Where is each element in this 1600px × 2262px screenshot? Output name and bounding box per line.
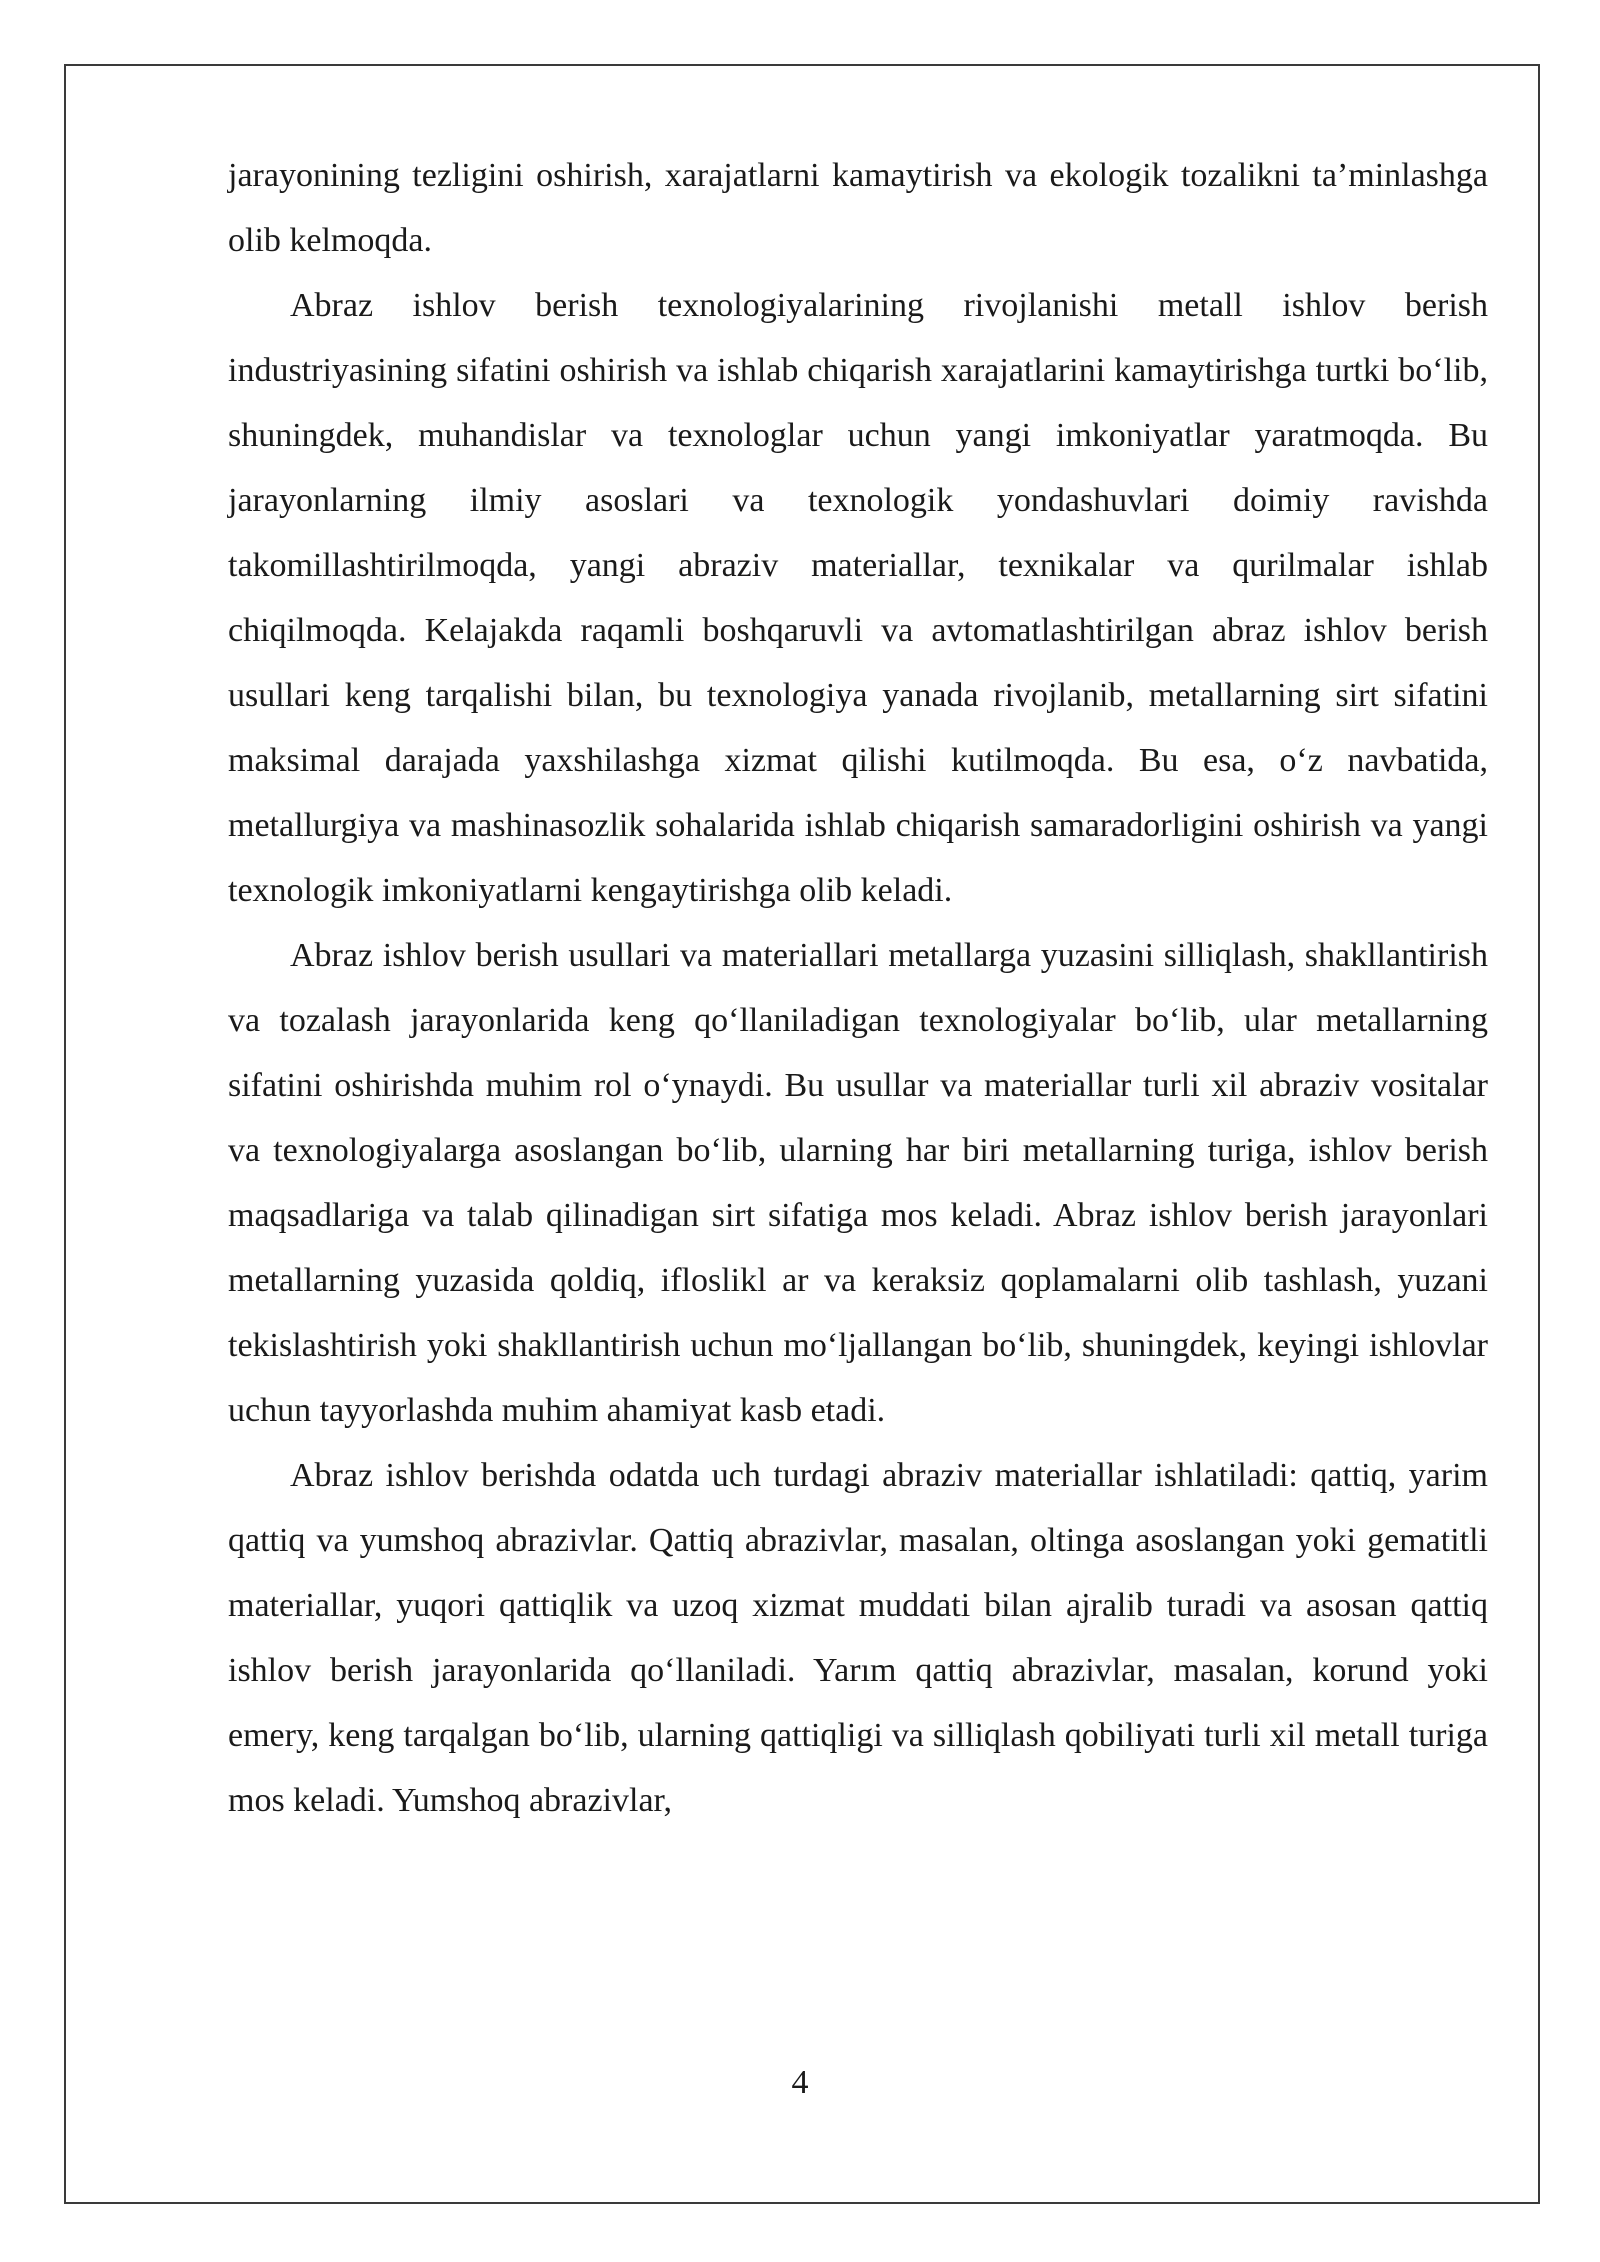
paragraph-continuation: jarayonining tezligini oshirish, xarajatlarni kamaytirish va ekologik tozalikni ta’minlashga olib kelmoqda. xyxy=(228,157,1488,259)
paragraph: Abraz ishlov berish usullari va materiallari metallarga yuzasini silliqlash, shakllantirish va tozalash jarayonlarida keng qo‘llaniladigan texnologiyalar bo‘lib, ular metallarning sifatini oshirishda muhim rol o‘ynaydi. Bu usullar va materiallar turli xil abraziv vositalar va texnologiyalarga asoslangan bo‘lib, ularning har biri metallarning turiga, ishlov berish maqsadlariga va talab qilinadigan sirt sifatiga mos keladi. Abraz ishlov berish jarayonlari metallarning yuzasida qoldiq, ifloslikl ar va keraksiz qoplamalarni olib tashlash, yuzani tekislashtirish yoki shakllantirish uchun mo‘ljallangan bo‘lib, shuningdek, keyingi ishlovlar uchun tayyorlashda muhim ahamiyat kasb etadi. xyxy=(228,937,1488,1429)
paragraph: Abraz ishlov berish texnologiyalarining rivojlanishi metall ishlov berish industriyasining sifatini oshirish va ishlab chiqarish xarajatlarini kamaytirishga turtki bo‘lib, shuningdek, muhandislar va texnologlar uchun yangi imkoniyatlar yaratmoqda. Bu jarayonlarning ilmiy asoslari va texnologik yondashuvlari doimiy ravishda takomillashtirilmoqda, yangi abraziv materiallar, texnikalar va qurilmalar ishlab chiqilmoqda. Kelajakda raqamli boshqaruvli va avtomatlashtirilgan abraz ishlov berish usullari keng tarqalishi bilan, bu texnologiya yanada rivojlanib, metallarning sirt sifatini maksimal darajada yaxshilashga xizmat qilishi kutilmoqda. Bu esa, o‘z navbatida, metallurgiya va mashinasozlik sohalarida ishlab chiqarish samaradorligini oshirish va yangi texnologik imkoniyatlarni kengaytirishga olib keladi. xyxy=(228,287,1488,909)
document-body xyxy=(228,143,1488,1833)
paragraph: Abraz ishlov berishda odatda uch turdagi abraziv materiallar ishlatiladi: qattiq, yarim qattiq va yumshoq abrazivlar. Qattiq abrazivlar, masalan, oltinga asoslangan yoki gematitli materiallar, yuqori qattiqlik va uzoq xizmat muddati bilan ajralib turadi va asosan qattiq ishlov berish jarayonlarida qo‘llaniladi. Yarım qattiq abrazivlar, masalan, korund yoki emery, keng tarqalgan bo‘lib, ularning qattiqligi va silliqlash qobiliyati turli xil metall turiga mos keladi. Yumshoq abrazivlar, xyxy=(228,1457,1488,1819)
page-number: 4 xyxy=(791,2064,809,2101)
